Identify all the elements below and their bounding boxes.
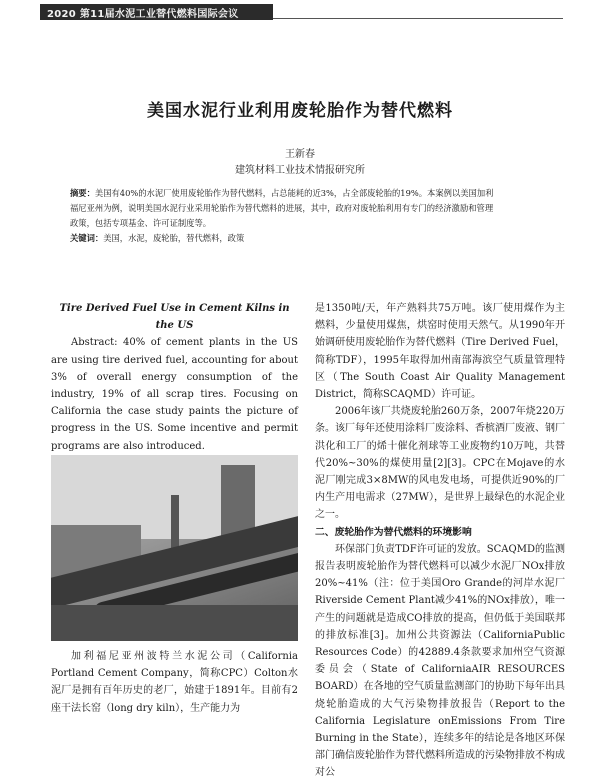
keywords-cn	[70, 232, 244, 244]
right-para-3: 环保部门负责TDF许可证的发放。SCAQMD的监测报告表明废轮胎作为替代燃料可以减少水泥厂NOx排放20%~41%（注：位于美国Oro Grande的河岸水泥厂Riverside Cement Plant减少41%的NOx排放），唯一产生的问题就是造成CO排放的提高，但仍低于美国联邦的排放标准[3]。加州公共资源法（CaliforniaPublic Resources Code）的42889.4条款要求加州空气资源委员会（State of CaliforniaAIR RESOURCES BOARD）在各地的空气质量监测部门的协助下每年出具烧轮胎造成的大气污染物排放报告（Report to the California Legislature onEmissions From Tire Burning in the State），连续多年的结论是各地区环保部门确信废轮胎作为替代燃料所造成的污染物排放不构成对公	[315, 543, 565, 779]
author-name: 王新春	[285, 149, 315, 160]
right-column	[315, 300, 565, 782]
right-para-1: 是1350吨/天，年产熟料共75万吨。该厂使用煤作为主燃料，少量使用煤焦，烘窑时使用天然气。从1990年开始调研使用废轮胎作为替代燃料（Tire Derived Fuel，简称TDF），1995年取得加州南部海滨空气质量管理特区（The South Coast Air Quality Management District，简称SCAQMD）许可证。	[315, 303, 565, 401]
cpc-paragraph: 加利福尼亚州波特兰水泥公司（California Portland Cement Company，简称CPC）Colton水泥厂是拥有百年历史的老厂，始建于1891年。目前有2座干法长窑（long dry kiln），生产能力为	[51, 651, 298, 714]
header-banner	[40, 4, 273, 20]
right-para-2: 2006年该厂共烧废轮胎260万条，2007年烧220万条。该厂每年还使用涂料厂废涂料、香槟酒厂废液、钢厂洪化和工厂的烯十催化剂球等工业废物约10万吨，共替代20%~30%的煤使用量[2][3]。CPC在Mojave的水泥厂刚完成3×8MW的风电发电场，可提供近90%的厂内生产用电需求（27MW），是世界上最绿色的水泥企业之一。	[315, 406, 565, 521]
abstract-line-3: 政策，包括专项基金、许可证制度等。	[70, 218, 212, 228]
cement-plant-photo	[51, 455, 298, 641]
abstract-cn	[70, 186, 550, 231]
english-title: Tire Derived Fuel Use in Cement Kilns in the US	[59, 303, 290, 332]
photo-ground	[51, 605, 298, 641]
author-affiliation: 建筑材料工业技术情报研究所	[235, 165, 365, 176]
article-title: 美国水泥行业利用废轮胎作为替代燃料	[147, 101, 453, 121]
keywords-text: 美国，水泥，废轮胎，替代燃料，政策	[103, 233, 245, 243]
left-column-bottom	[51, 648, 298, 717]
keywords-label: 关键词：	[70, 233, 104, 243]
section-2-title: 二、废轮胎作为替代燃料的环境影响	[315, 526, 472, 538]
header-rule	[273, 18, 563, 19]
header-label: 2020 第11届水泥工业替代燃料国际会议	[47, 9, 239, 20]
abstract-line-1: 美国有40%的水泥厂使用废轮胎作为替代燃料，占总能耗的近3%，占全部废轮胎的19%。本案例以美国加利	[94, 188, 494, 198]
abstract-line-2: 福尼亚州为例，说明美国水泥行业采用轮胎作为替代燃料的进展，其中，政府对废轮胎利用有专门的经济激励和管理	[70, 203, 494, 213]
abstract-label: 摘要：	[70, 188, 95, 198]
english-abstract: Abstract: 40% of cement plants in the US are using tire derived fuel, accounting for about 3% of overall energy consumption of the industry, 19% of all scrap tires. Focusing on California the case study paints the picture of progress in the US. Some incentive and permit programs are also introduced.	[51, 337, 298, 452]
